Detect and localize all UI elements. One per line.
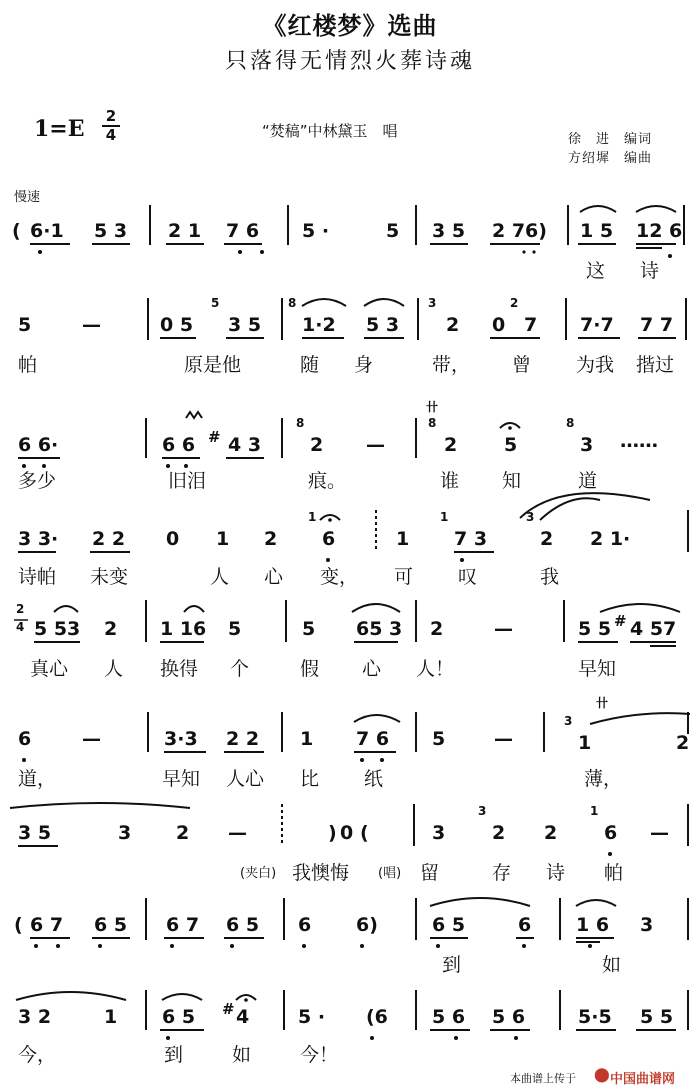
lyric: 未变 xyxy=(90,566,129,588)
octave-dot xyxy=(370,1036,374,1040)
lyric: 人！ xyxy=(416,658,455,680)
meter-numerator: 2 xyxy=(16,602,25,616)
note: 6 7 xyxy=(166,914,200,936)
time-numerator: 2 xyxy=(105,107,117,125)
grace-note: 8 xyxy=(566,416,575,430)
octave-dot xyxy=(56,944,60,948)
key-signature: 1=E xyxy=(34,116,85,142)
note: 6) xyxy=(356,914,378,936)
note: 6·1 xyxy=(30,220,64,242)
lyric: 存 xyxy=(492,862,512,884)
sung-label: (唱) xyxy=(378,866,402,881)
slur xyxy=(16,992,126,1000)
note: 3 xyxy=(432,822,446,844)
note: 5 xyxy=(228,618,242,640)
note: 1 16 xyxy=(160,618,207,640)
note: 0 5 xyxy=(160,314,194,336)
octave-dot xyxy=(170,944,174,948)
lyric: 纸 xyxy=(364,768,384,790)
lyric: 原是他 xyxy=(184,354,242,376)
note: 2 1· xyxy=(590,528,631,550)
lyric: 旧泪 xyxy=(168,470,207,492)
note: 7·7 xyxy=(580,314,614,336)
note: 2 xyxy=(444,434,458,456)
lyric: 随 xyxy=(300,354,320,376)
note: 7 6 xyxy=(226,220,260,242)
lyric: 人 xyxy=(210,566,230,588)
octave-dot xyxy=(238,250,242,254)
meter-denominator: 4 xyxy=(16,620,25,634)
octave-dot xyxy=(514,1036,518,1040)
ellipsis: …… xyxy=(620,430,658,452)
slur xyxy=(430,898,530,906)
note: 1 xyxy=(216,528,230,550)
note: 2 xyxy=(676,732,690,754)
slur xyxy=(636,206,676,212)
note: 5 6 xyxy=(432,1006,466,1028)
note: 5 xyxy=(504,434,518,456)
note: 3 xyxy=(640,914,654,936)
grace-note: 5 xyxy=(211,296,220,310)
grace-note: 3 xyxy=(526,510,535,524)
note: 6 xyxy=(298,914,312,936)
note: 5 5 xyxy=(578,618,612,640)
note: 1 xyxy=(300,728,314,750)
paren-note: ( xyxy=(12,220,21,242)
note: 4 3 xyxy=(228,434,262,456)
lyric: 变， xyxy=(320,566,359,588)
lyric: 谁 xyxy=(440,470,460,492)
note: 2 2 xyxy=(226,728,260,750)
note: 7 7 xyxy=(640,314,674,336)
note: 5 · xyxy=(298,1006,326,1028)
note: 4 xyxy=(236,1006,250,1028)
dash: — xyxy=(650,822,669,844)
note: 3 xyxy=(118,822,132,844)
note: 2 xyxy=(540,528,554,550)
page-subtitle: 只落得无情烈火葬诗魂 xyxy=(224,49,475,74)
note: 0 xyxy=(166,528,180,550)
note: 65 3 xyxy=(356,618,403,640)
note: 6 xyxy=(518,914,532,936)
dash: — xyxy=(228,822,247,844)
octave-dot xyxy=(260,250,264,254)
note: 3·3 xyxy=(164,728,198,750)
note: 2 76) xyxy=(492,220,547,242)
grace-note: 3 xyxy=(478,804,487,818)
grace-note: 1 xyxy=(308,510,317,524)
note: 1·2 xyxy=(302,314,336,336)
grace-note: 3 xyxy=(564,714,573,728)
paren-note: ) xyxy=(328,822,337,844)
lyric: 真心 xyxy=(30,658,69,680)
note: 1 xyxy=(396,528,410,550)
lyric: 带， xyxy=(432,354,471,376)
octave-dot xyxy=(166,464,170,468)
lyric: 诗 xyxy=(546,862,566,884)
note: 2 xyxy=(544,822,558,844)
sharp-sign: # xyxy=(208,428,221,446)
octave-dot xyxy=(668,254,672,258)
lyricist-credit: 徐 进 编词 xyxy=(568,132,653,147)
lyric: 今！ xyxy=(300,1044,339,1066)
lyric: 揩过 xyxy=(636,354,675,376)
slur xyxy=(162,994,202,1000)
lyric: 道 xyxy=(578,470,598,492)
note: 5 5 xyxy=(640,1006,674,1028)
octave-dot xyxy=(302,944,306,948)
octave-dot xyxy=(184,464,188,468)
lyric: 这 xyxy=(586,260,606,282)
lyric: 如 xyxy=(602,954,622,976)
lyric: 个 xyxy=(230,658,250,680)
paren-note: ( xyxy=(14,914,23,936)
note: 2 xyxy=(446,314,460,336)
note: 3 xyxy=(580,434,594,456)
slur xyxy=(576,900,616,906)
octave-dot xyxy=(230,944,234,948)
note: 6 5 xyxy=(94,914,128,936)
octave-dot xyxy=(360,944,364,948)
dash: — xyxy=(82,314,101,336)
note: 6 xyxy=(604,822,618,844)
lyric: 叹 xyxy=(458,566,478,588)
octave-dot xyxy=(460,558,464,562)
octave-dot xyxy=(166,1036,170,1040)
note: 7 xyxy=(524,314,538,336)
lyric: 到 xyxy=(442,954,462,976)
watermark-brand: 中国曲谱网 xyxy=(610,1072,676,1087)
octave-dot xyxy=(42,464,46,468)
octave-dot xyxy=(588,944,592,948)
note: 5 xyxy=(302,618,316,640)
watermark-upload-text: 本曲谱上传于 xyxy=(510,1072,576,1085)
note: 2 xyxy=(264,528,278,550)
lyric: 曾 xyxy=(512,354,532,376)
lyric: 痕。 xyxy=(308,470,347,492)
lyric: 换得 xyxy=(160,658,199,680)
fermata-dot xyxy=(244,998,248,1002)
note: 4 57 xyxy=(630,618,677,640)
note: 3 2 xyxy=(18,1006,52,1028)
note: 2 xyxy=(176,822,190,844)
octave-dot xyxy=(522,944,526,948)
note: 5 xyxy=(386,220,400,242)
note: 0 xyxy=(492,314,506,336)
note: 1 xyxy=(104,1006,118,1028)
lyric: 早知 xyxy=(162,768,201,790)
grace-note: 8 xyxy=(288,296,297,310)
note: 2 xyxy=(310,434,324,456)
note: 5 xyxy=(432,728,446,750)
slur xyxy=(364,299,404,306)
note: 5 3 xyxy=(366,314,400,336)
note: 6 5 xyxy=(162,1006,196,1028)
note: 6 6 xyxy=(162,434,196,456)
lyric: 身 xyxy=(354,354,374,376)
spoken-aside-label: (夹白) xyxy=(240,866,277,881)
slur xyxy=(590,713,690,724)
lyric: 诗帕 xyxy=(18,566,57,588)
note: 6 5 xyxy=(226,914,260,936)
lyric: 多少 xyxy=(18,470,57,492)
lyric: 诗 xyxy=(640,260,660,282)
lyric: 留 xyxy=(420,862,440,884)
octave-dot xyxy=(22,758,26,762)
note: 3 5 xyxy=(18,822,52,844)
slur xyxy=(302,299,346,306)
octave-dot xyxy=(38,250,42,254)
lyric: 薄， xyxy=(584,768,623,790)
free-meter-mark: 卄 xyxy=(426,400,439,414)
note: 3 5 xyxy=(432,220,466,242)
note: 2 xyxy=(430,618,444,640)
lyric: 如 xyxy=(232,1044,252,1066)
tempo-marking: 慢速 xyxy=(14,190,41,205)
note: 7 6 xyxy=(356,728,390,750)
octave-dot xyxy=(380,758,384,762)
octave-dot xyxy=(454,1036,458,1040)
lyric: 心 xyxy=(264,566,284,588)
fermata-dot xyxy=(328,518,332,522)
slur xyxy=(520,493,650,518)
note: 5 xyxy=(18,314,32,336)
note: 5 · xyxy=(302,220,330,242)
note: 5·5 xyxy=(578,1006,612,1028)
note: 2 xyxy=(492,822,506,844)
note: 6 xyxy=(322,528,336,550)
time-denominator: 4 xyxy=(105,126,117,144)
lyric: 道， xyxy=(18,768,57,790)
note: 5 3 xyxy=(94,220,128,242)
octave-dot xyxy=(360,758,364,762)
note: 6 xyxy=(18,728,32,750)
composer-credit: 方绍墀 编曲 xyxy=(568,151,653,166)
dash: — xyxy=(82,728,101,750)
note: 2 2 xyxy=(92,528,126,550)
fermata-dot xyxy=(508,426,512,430)
rest-note: 0 xyxy=(340,822,354,844)
octave-dot xyxy=(22,464,26,468)
note: 12 6 xyxy=(636,220,683,242)
lyric: 今， xyxy=(18,1044,57,1066)
note: 1 xyxy=(578,732,592,754)
lyric: 可 xyxy=(394,566,414,588)
grace-note: 8 xyxy=(428,416,437,430)
octave-dot xyxy=(436,944,440,948)
octave-dot xyxy=(608,852,612,856)
lyric: 帕 xyxy=(18,354,38,376)
octave-dot xyxy=(326,558,330,562)
lyric: 到 xyxy=(164,1044,184,1066)
octave-dot xyxy=(98,944,102,948)
note: 1 6 xyxy=(576,914,610,936)
note: 1 5 xyxy=(580,220,614,242)
note: 3 5 xyxy=(228,314,262,336)
lyric: 为我 xyxy=(576,354,615,376)
octave-dot xyxy=(532,250,535,253)
lyric: 我 xyxy=(540,566,560,588)
note: 7 3 xyxy=(454,528,488,550)
lyric: 人 xyxy=(104,658,124,680)
slur xyxy=(540,498,600,520)
slur xyxy=(352,604,400,612)
free-meter-mark: 卄 xyxy=(596,696,609,710)
note: (6 xyxy=(366,1006,388,1028)
note: 2 xyxy=(104,618,118,640)
slur xyxy=(354,715,400,722)
slur xyxy=(600,604,680,612)
octave-dot xyxy=(34,944,38,948)
page-title: 《红楼梦》选曲 xyxy=(262,12,438,40)
octave-dot xyxy=(522,250,525,253)
dash: — xyxy=(494,618,513,640)
lyric: 知 xyxy=(502,470,522,492)
lyric: 帕 xyxy=(604,862,624,884)
note: 6 7 xyxy=(30,914,64,936)
grace-note: 8 xyxy=(296,416,305,430)
note: 6 5 xyxy=(432,914,466,936)
sharp-sign: # xyxy=(222,1000,235,1018)
note: 6 6· xyxy=(18,434,59,456)
lyric: 人心 xyxy=(226,768,265,790)
sharp-sign: # xyxy=(614,612,627,630)
lyric: 我懊悔 xyxy=(292,862,350,884)
note: 5 6 xyxy=(492,1006,526,1028)
note: 3 3· xyxy=(18,528,59,550)
lyric: 早知 xyxy=(578,658,617,680)
dash: — xyxy=(366,434,385,456)
mordent xyxy=(186,412,202,418)
lyric: 心 xyxy=(362,658,382,680)
grace-note: 1 xyxy=(440,510,449,524)
paren-note: ( xyxy=(360,822,369,844)
grace-note: 1 xyxy=(590,804,599,818)
note: 2 1 xyxy=(168,220,202,242)
note: 5 53 xyxy=(34,618,81,640)
slur xyxy=(10,803,190,808)
slur xyxy=(580,206,616,212)
dash: — xyxy=(494,728,513,750)
singer-line: “焚稿”中林黛玉 唱 xyxy=(262,122,398,140)
slur xyxy=(184,606,204,612)
lyric: 比 xyxy=(300,768,320,790)
lyric: 假 xyxy=(300,658,320,680)
grace-note: 3 xyxy=(428,296,437,310)
slur xyxy=(54,606,78,612)
grace-note: 2 xyxy=(510,296,519,310)
site-logo-icon: ⬤ xyxy=(594,1067,610,1083)
